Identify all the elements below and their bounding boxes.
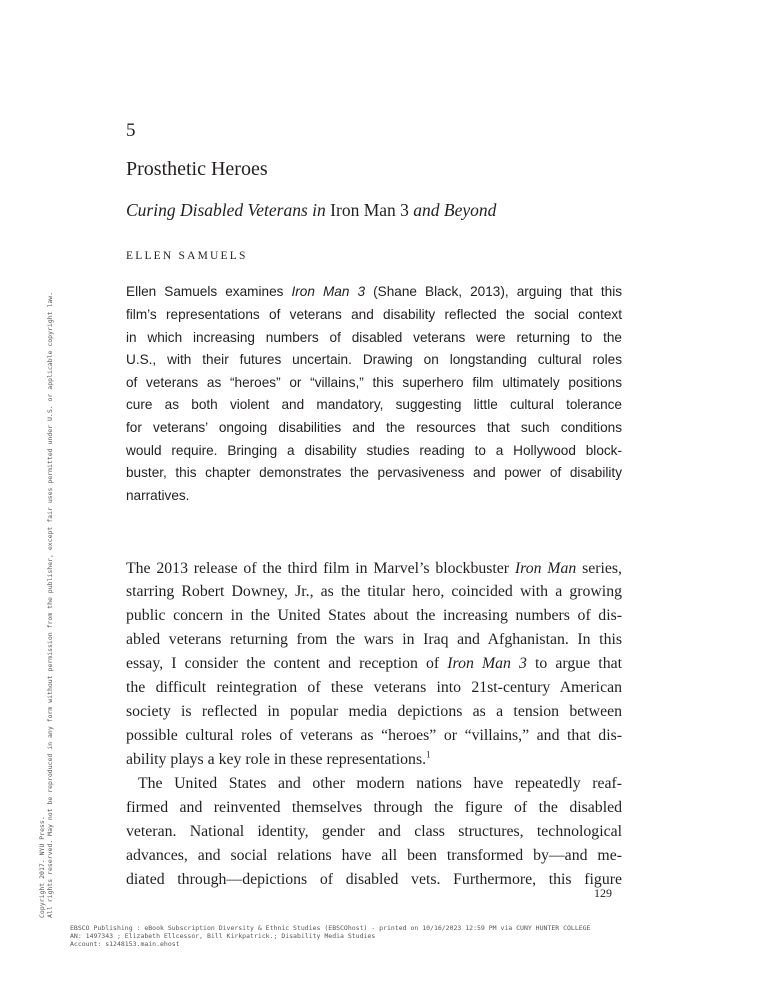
body-line: ability plays a key role in these representations.$^1$ [126, 749, 431, 768]
copyright-line: All rights reserved. May not be reproduced in any form without permission from the publisher, except fair uses permitted under U.S. or applicable copyright law. [46, 291, 54, 918]
abstract-line: film’s representations of veterans and disability reflected the social context [126, 307, 622, 322]
abstract-line: Ellen Samuels examines Iron Man 3 (Shane Black, 2013), arguing that this [126, 284, 623, 299]
body-line: the difficult reintegration of these veterans into 21st-century American [126, 679, 622, 696]
abstract-line: would require. Bringing a disability studies reading to a Hollywood block- [126, 443, 622, 458]
chapter-title: Prosthetic Heroes [126, 158, 268, 180]
body-line: The 2013 release of the third film in Marvel’s blockbuster Iron Man series, [126, 560, 622, 577]
footer-line: AN: 1497343 ; Elizabeth Ellcessor, Bill Kirkpatrick.; Disability Media Studies [70, 932, 376, 940]
abstract-line: U.S., with their futures uncertain. Drawing on longstanding cultural roles [126, 352, 622, 367]
chapter-number: 5 [126, 120, 136, 141]
abstract-line: for veterans’ ongoing disabilities and the resources that such conditions [126, 420, 622, 435]
ebsco-footer [70, 924, 590, 948]
body-line: abled veterans returning from the wars in Iraq and Afghanistan. In this [126, 631, 622, 648]
side-copyright-notice [38, 278, 54, 918]
footnote-marker[interactable]: 1 [426, 749, 431, 760]
body-line: veteran. National identity, gender and class structures, technological [126, 823, 622, 840]
body-line: starring Robert Downey, Jr., as the titular hero, coincided with a growing [126, 583, 622, 600]
copyright-line: Copyright 2017. NYU Press. [38, 816, 46, 918]
subtitle-part1: Curing Disabled Veterans in [126, 200, 326, 220]
chapter-subtitle [126, 200, 496, 221]
chapter-author: ELLEN SAMUELS [126, 250, 248, 262]
footer-line: EBSCO Publishing : eBook Subscription Diversity & Ethnic Studies (EBSCOhost) - printed on 10/16/2023 12:59 PM via CUNY HUNTER COLLEGE [70, 924, 591, 932]
body-line: essay, I consider the content and reception of Iron Man 3 to argue that [126, 655, 622, 672]
body-line: society is reflected in popular media depictions as a tension between [126, 703, 622, 720]
page-number: 129 [594, 886, 612, 900]
subtitle-part2: and Beyond [413, 200, 497, 220]
abstract-line: cure as both violent and mandatory, suggesting little cultural tolerance [126, 397, 622, 412]
body-line: firmed and reinvented themselves through the figure of the disabled [126, 799, 622, 816]
subtitle-film-title: Iron Man 3 [330, 200, 409, 220]
footer-line: Account: s1248153.main.ehost [70, 940, 180, 948]
abstract-line: of veterans as “heroes” or “villains,” this superhero film ultimately positions [126, 375, 622, 390]
abstract-line: buster, this chapter demonstrates the pervasiveness and power of disability [126, 465, 622, 480]
body-line: The United States and other modern nations have repeatedly reaf- [138, 775, 622, 792]
body-line: diated through—depictions of disabled vets. Furthermore, this figure [126, 871, 622, 888]
body-line: advances, and social relations have all been transformed by—and me- [126, 847, 622, 864]
body-line: possible cultural roles of veterans as “heroes” or “villains,” and that dis- [126, 727, 622, 744]
abstract-line: in which increasing numbers of disabled veterans were returning to the [126, 330, 622, 345]
body-line: public concern in the United States about the increasing numbers of dis- [126, 607, 622, 624]
abstract-line: narratives. [126, 488, 190, 503]
